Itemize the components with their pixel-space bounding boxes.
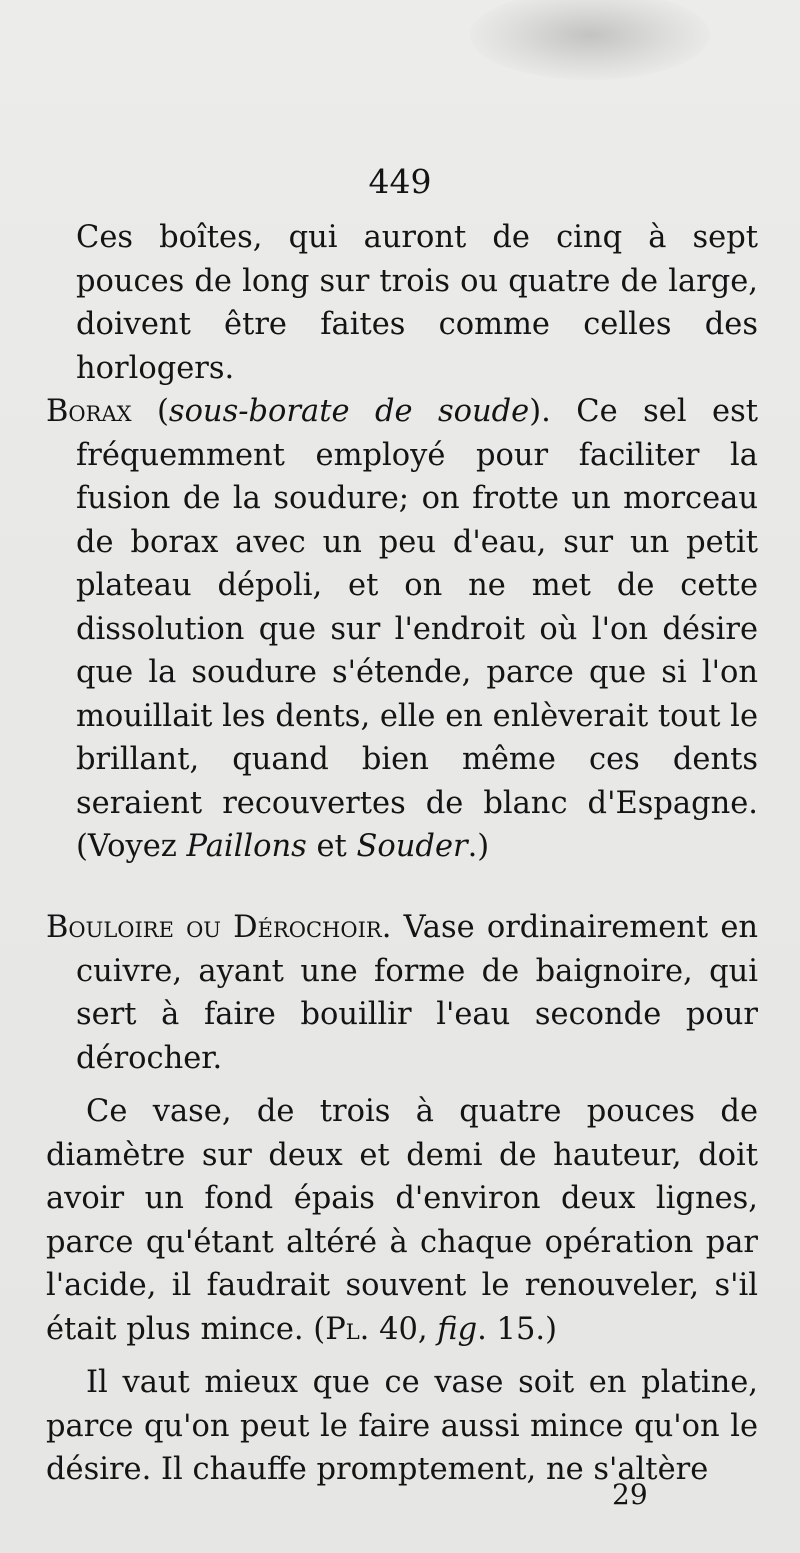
entry-bouloire-paragraph-2 (46, 1090, 758, 1351)
paren-open: ( (131, 394, 169, 429)
entry-bouloire (46, 906, 758, 1492)
continuation-paragraph (46, 216, 758, 390)
cross-reference-paillons: Paillons (186, 829, 307, 864)
figure-abbreviation: fig (437, 1311, 478, 1347)
continuation-text: Ces boîtes, qui auront de cinq à sept pouces de long sur trois ou quatre de large, doivent être faites comme celles des horlogers. (76, 220, 758, 386)
plate-number: 40, (369, 1311, 438, 1347)
entry-bouloire-headword: Bouloire ou Dérochoir (46, 910, 382, 945)
entry-borax-body (46, 390, 758, 869)
entry-borax-italic: sous-borate de soude (168, 394, 530, 429)
entry-bouloire-text: . Vase ordinairement en cuivre, ayant une forme de baignoire, qui sert à faire bouillir l'eau seconde pour dérocher. (76, 910, 759, 1076)
entry-borax-headword: Borax (46, 394, 132, 429)
entry-bouloire-body (46, 906, 758, 1080)
cross-reference-souder: Souder (356, 829, 468, 864)
paren-close: ). (529, 394, 577, 429)
cross-reference-close: .) (467, 829, 490, 864)
entry-bouloire-paragraph-3: Il vaut mieux que ce vase soit en platine, parce qu'on peut le faire aussi mince qu'on le désire. Il chauffe promptement, ne s'altère (46, 1365, 758, 1487)
entry-borax (46, 390, 758, 869)
paragraph-2-text: Ce vase, de trois à quatre pouces de diamètre sur deux et demi de hauteur, doit avoir un fond épais d'environ deux lignes, parce qu'étant altéré à chaque opération par l'acide, il faudrait souvent le renouveler, s'il était plus mince. ( (46, 1094, 758, 1347)
signature-mark: 29 (612, 1478, 648, 1511)
entry-borax-text: Ce sel est fréquemment employé pour faciliter la fusion de la soudure; on frotte un morceau de borax avec un peu d'eau, sur un petit plateau dépoli, et on ne met de cette dissolution que sur l'endroit où l'on désire que la soudure s'étende, parce que si l'on mouillait les dents, elle en enlèverait tout le brillant, quand bien même ces dents seraient recouvertes de blanc d'Espagne. (Voyez (76, 394, 758, 864)
plate-abbreviation: Pl. (325, 1311, 370, 1347)
paper-stain (470, 0, 710, 80)
cross-reference-separator: et (306, 829, 357, 864)
figure-number: . 15.) (477, 1311, 557, 1347)
page-number: 449 (368, 162, 432, 201)
